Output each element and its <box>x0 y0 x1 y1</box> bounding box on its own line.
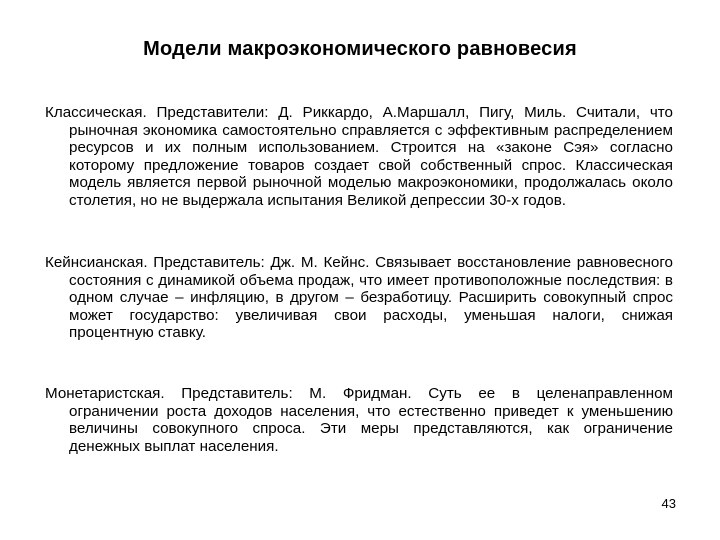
section-text: . Представители: Д. Риккардо, А.Маршалл, Пигу, Миль. Считали, что рыночная экономика самостоятельно справляется с эффективным распределением ресурсов и их полным использованием. Строится на «законе Сэя» согласно которому предложение товаров создает свой собственный спрос. Классическая модель является первой рыночной моделью макроэкономики, продолжалась около столетия, но не выдержала испытания Великой депрессии 30-х годов. <box>69 104 673 209</box>
section-term: Классическая <box>45 104 143 121</box>
section-term: Монетаристская <box>45 385 161 402</box>
section-monetarist-model <box>45 385 673 455</box>
section-keynesian-model <box>45 254 673 342</box>
section-classical-model <box>45 104 673 210</box>
slide-title: Модели макроэкономического равновесия <box>143 38 577 60</box>
page-number: 43 <box>661 496 676 511</box>
section-text: . Представитель: Дж. М. Кейнс. Связывает восстановление равновесного состояния с динамикой объема продаж, что имеет противоположные последствия: в одном случае – инфляцию, в другом – безработицу. Расширить совокупный спрос может государство: увеличивая свои расходы, уменьшая налоги, снижая процентную ставку. <box>69 254 673 342</box>
section-term: Кейнсианская <box>45 254 144 271</box>
section-text: . Представитель: М. Фридман. Суть ее в целенаправленном ограничении роста доходов населения, что естественно приведет к уменьшению величины совокупного спроса. Эти меры представляются, как ограничение денежных выплат населения. <box>69 385 673 455</box>
